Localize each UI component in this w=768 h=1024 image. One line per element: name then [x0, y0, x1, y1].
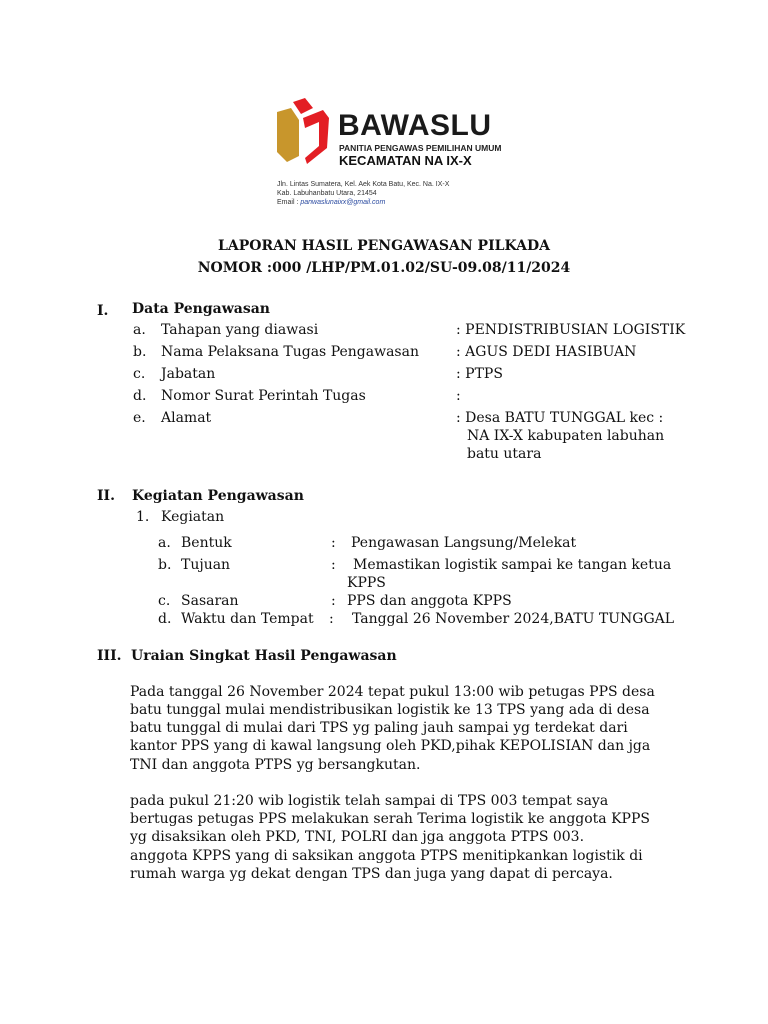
s1-letter-c: c.	[133, 366, 146, 382]
para1-line1: Pada tanggal 26 November 2024 tepat pukul 13:00 wib petugas PPS desa	[130, 684, 655, 700]
para2-line3: yg disaksikan oleh PKD, TNI, POLRI dan jga anggota PTPS 003.	[130, 829, 585, 845]
s2-colon-b: :	[331, 557, 336, 573]
address-line-2: Kab. Labuhanbatu Utara, 21454	[277, 190, 377, 197]
s1-label-d: Nomor Surat Perintah Tugas	[161, 388, 366, 404]
s2-letter-b: b.	[158, 557, 172, 573]
s2-sub-label: Kegiatan	[161, 509, 225, 525]
s1-value-b: : AGUS DEDI HASIBUAN	[456, 344, 637, 360]
s2-value-b-line2: KPPS	[347, 575, 386, 591]
s2-label-a: Bentuk	[181, 535, 232, 551]
s1-label-c: Jabatan	[161, 366, 216, 382]
logo-gold-shape	[277, 108, 299, 162]
para1-line4: kantor PPS yang di kawal langsung oleh PKD,pihak KEPOLISIAN dan jga	[130, 738, 651, 754]
s2-label-b: Tujuan	[181, 557, 231, 573]
s1-letter-b: b.	[133, 344, 147, 360]
s2-sub-number: 1.	[136, 509, 150, 525]
section2-number: II.	[97, 488, 115, 504]
s1-letter-d: d.	[133, 388, 147, 404]
s2-label-c: Sasaran	[181, 593, 239, 609]
email-label: Email :	[277, 199, 299, 206]
s2-letter-c: c.	[158, 593, 171, 609]
para2-line5: rumah warga yg dekat dengan TPS dan juga yang dapat di percaya.	[130, 866, 613, 882]
s2-colon-d: :	[329, 611, 334, 627]
s1-value-c: : PTPS	[456, 366, 503, 382]
para2-line4: anggota KPPS yang di saksikan anggota PTPS menitipkankan logistik di	[130, 848, 643, 864]
section1-number: I.	[97, 303, 109, 319]
para2-line1: pada pukul 21:20 wib logistik telah sampai di TPS 003 tempat saya	[130, 793, 609, 809]
logo-red-diamond	[293, 98, 313, 114]
s1-value-a: : PENDISTRIBUSIAN LOGISTIK	[456, 322, 686, 338]
para1-line3: batu tunggal di mulai dari TPS yg paling jauh sampai yg terdekat dari	[130, 720, 628, 736]
brand-name: BAWASLU	[338, 109, 492, 142]
s1-label-a: Tahapan yang diawasi	[161, 322, 319, 338]
kecamatan-label: KECAMATAN NA IX-X	[339, 153, 472, 168]
para1-line5: TNI dan anggota PTPS yg bersangkutan.	[130, 757, 421, 773]
address-line-1: Jln. Lintas Sumatera, Kel. Aek Kota Batu, Kec. Na. IX-X	[277, 181, 450, 188]
s1-letter-e: e.	[133, 410, 146, 426]
report-title: LAPORAN HASIL PENGAWASAN PILKADA	[218, 238, 550, 254]
s1-value-e-line2: NA IX-X kabupaten labuhan	[467, 428, 665, 444]
s2-label-d: Waktu dan Tempat	[181, 611, 314, 627]
para1-line2: batu tunggal mulai mendistribusikan logistik ke 13 TPS yang ada di desa	[130, 702, 650, 718]
bawaslu-logo	[275, 98, 331, 166]
section3-heading: Uraian Singkat Hasil Pengawasan	[131, 648, 397, 664]
para2-line2: bertugas petugas PPS melakukan serah Terima logistik ke anggota KPPS	[130, 811, 650, 827]
s1-label-b: Nama Pelaksana Tugas Pengawasan	[161, 344, 419, 360]
s2-colon-c: :	[331, 593, 336, 609]
section1-heading: Data Pengawasan	[132, 301, 270, 317]
s1-letter-a: a.	[133, 322, 146, 338]
section2-heading: Kegiatan Pengawasan	[132, 488, 304, 504]
s2-value-d: Tanggal 26 November 2024,BATU TUNGGAL	[352, 611, 675, 627]
s2-value-b: Memastikan logistik sampai ke tangan ketua	[353, 557, 672, 573]
email-line	[277, 198, 385, 207]
s2-value-a: Pengawasan Langsung/Melekat	[351, 535, 577, 551]
s2-letter-d: d.	[158, 611, 172, 627]
s1-value-e-line3: batu utara	[467, 446, 542, 462]
section3-number: III.	[97, 648, 122, 664]
s2-letter-a: a.	[158, 535, 171, 551]
s1-value-e: : Desa BATU TUNGGAL kec :	[456, 410, 664, 426]
s1-label-e: Alamat	[161, 410, 212, 426]
s2-colon-a: :	[331, 535, 336, 551]
s2-value-c: PPS dan anggota KPPS	[347, 593, 512, 609]
s1-value-d: :	[456, 388, 461, 404]
email-address: panwaslunaixx@gmail.com	[300, 199, 386, 206]
logo-red-shape	[303, 110, 329, 164]
report-number: NOMOR :000 /LHP/PM.01.02/SU-09.08/11/2024	[197, 260, 571, 276]
panitia-label: PANITIA PENGAWAS PEMILIHAN UMUM	[339, 143, 502, 153]
